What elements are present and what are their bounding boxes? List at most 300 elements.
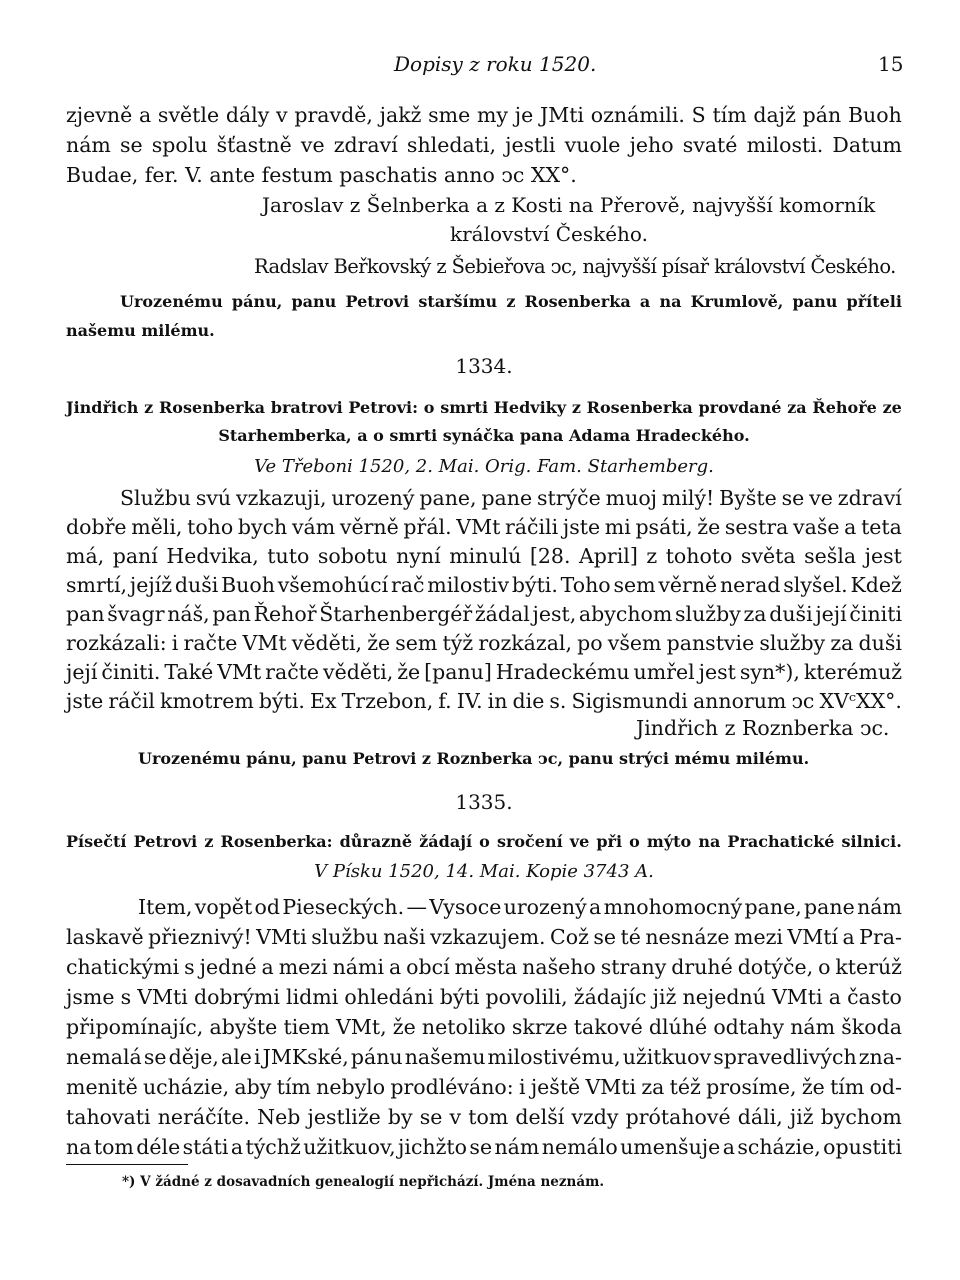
word: IV. — [456, 689, 483, 713]
word: shledati, — [406, 133, 496, 157]
word: milosti. — [746, 133, 824, 157]
text-line — [66, 1012, 902, 1042]
signature-jaroslav-cont: království Českého. — [450, 222, 648, 246]
word: činiti. — [101, 660, 161, 684]
word: od — [254, 895, 280, 919]
word: prótahové — [625, 1105, 731, 1129]
word: pánu — [350, 1045, 403, 1069]
word: lidmi — [286, 985, 339, 1009]
word: mi — [604, 515, 631, 539]
word: vuole — [564, 133, 621, 157]
word: a — [230, 1135, 244, 1159]
word: by — [387, 1105, 413, 1129]
letter-number: 1334. — [455, 354, 513, 378]
word: delší — [515, 1105, 565, 1129]
word: přál. — [403, 515, 452, 539]
word: nám — [857, 895, 902, 919]
word: die — [512, 689, 545, 713]
word: vaše — [793, 515, 840, 539]
word: se — [120, 133, 143, 157]
word: mnohomocný — [603, 895, 743, 919]
word: že — [392, 1015, 416, 1039]
word: teta — [861, 515, 902, 539]
word: Item, — [138, 895, 193, 919]
word: VMti — [771, 985, 823, 1009]
word: laskavě — [66, 925, 144, 949]
word: jest — [864, 544, 902, 568]
word: nerad — [719, 573, 781, 597]
word: jsme — [66, 985, 115, 1009]
word: f. — [438, 689, 452, 713]
word: duši — [769, 602, 813, 626]
word: povolili, — [485, 985, 568, 1009]
word: nejednú — [682, 985, 766, 1009]
word: Hedviky — [493, 398, 567, 417]
word: spolu — [151, 133, 208, 157]
word: světa — [740, 544, 796, 568]
word: Rosenberka — [586, 398, 693, 417]
word: Kdež — [850, 573, 902, 597]
word: [panu] — [424, 660, 492, 684]
text-line — [66, 686, 902, 716]
word: a — [261, 955, 274, 979]
word: Také — [164, 660, 214, 684]
word: Pra- — [859, 925, 902, 949]
word: za — [641, 1075, 665, 1099]
word: též — [669, 1075, 701, 1099]
word: pán — [802, 103, 842, 127]
word: rozkázal, — [478, 631, 572, 655]
word: Petrovi — [345, 292, 410, 311]
letter-summary — [66, 393, 902, 423]
word: věrně — [339, 515, 399, 539]
word: ráčili — [505, 515, 559, 539]
word: neráčíte. — [157, 1105, 251, 1129]
word: nesnáze — [645, 925, 730, 949]
signature-jaroslav: Jaroslav z Šelnberka a z Kosti na Přerově, najvyšší komorník — [262, 193, 876, 217]
word: službu — [311, 925, 379, 949]
word: tom — [93, 1135, 134, 1159]
text-line: Budae, fer. V. ante festum paschatis anno ↄc XX°. — [66, 163, 577, 187]
word: týž — [442, 631, 474, 655]
word: našeho — [522, 955, 596, 979]
word: VMti — [137, 985, 188, 1009]
word: nám — [790, 1015, 836, 1039]
word: jestli — [505, 133, 556, 157]
word: náš, — [167, 602, 210, 626]
text-line — [66, 599, 902, 629]
word: [28. — [529, 544, 571, 568]
word: pane — [481, 486, 533, 510]
word: ráčil — [108, 689, 155, 713]
word: a — [842, 925, 855, 949]
word: švagr — [107, 602, 165, 626]
word: o — [423, 398, 435, 417]
word: tuto — [267, 544, 310, 568]
word: Což — [550, 925, 589, 949]
word: se — [143, 1045, 167, 1069]
word: my — [476, 103, 509, 127]
word: annorum — [692, 689, 787, 713]
word: a — [828, 985, 841, 1009]
word: VMti — [256, 925, 307, 949]
word: jste — [66, 689, 104, 713]
word: in — [487, 689, 508, 713]
word: dáli, — [737, 1105, 783, 1129]
word: ucházie, — [142, 1075, 230, 1099]
footnote: *) V žádné z dosavadních genealogií nepřichází. Jména neznám. — [122, 1174, 605, 1190]
word: Petrovi — [133, 832, 198, 851]
signature-radslav: Radslav Beřkovský z Šebieřova ↄc, najvyšší písař království Českého. — [254, 255, 896, 278]
word: tom — [468, 1105, 509, 1129]
word: mezi — [734, 925, 783, 949]
word: všem — [607, 631, 662, 655]
word: strýče — [537, 486, 601, 510]
word: a — [589, 895, 602, 919]
word: se — [781, 486, 805, 510]
text-line — [66, 1132, 902, 1162]
word: XVᶜXX°. — [819, 689, 902, 713]
word: a — [388, 955, 402, 979]
word: její — [815, 602, 847, 626]
text-line — [66, 512, 902, 542]
word: smrti — [440, 398, 489, 417]
word: nám — [66, 133, 111, 157]
word: měli, — [131, 515, 183, 539]
word: že — [397, 660, 421, 684]
word: věrně — [658, 573, 718, 597]
word: užitkuov — [622, 1045, 712, 1069]
word: paní — [112, 544, 158, 568]
word: vopět — [194, 895, 253, 919]
word: všemohúcí — [277, 573, 389, 597]
text-line — [66, 1042, 902, 1072]
word: té — [620, 925, 641, 949]
word: jest, — [532, 602, 577, 626]
address-line — [120, 287, 902, 317]
text-line — [66, 628, 902, 658]
address-line: Urozenému pánu, panu Petrovi z Roznberka ↄc, panu strýci mému milému. — [138, 749, 810, 768]
word: toho — [187, 515, 234, 539]
word: panu — [792, 292, 838, 311]
word: bych — [237, 515, 288, 539]
word: VMt — [217, 660, 262, 684]
word: Sigismundi — [571, 689, 688, 713]
letter-summary-cont: Starhemberka, a o smrti synáčka pana Adama Hradeckého. — [218, 426, 750, 445]
word: a — [722, 1135, 735, 1159]
word: ve — [300, 133, 325, 157]
word: připomínajíc, — [66, 1015, 204, 1039]
word: VMtí — [787, 925, 838, 949]
text-line — [66, 982, 902, 1012]
word: déle — [136, 1135, 181, 1159]
word: při — [596, 832, 623, 851]
word: od- — [869, 1075, 902, 1099]
word: žádajíc — [573, 985, 647, 1009]
word: ohledáni — [344, 985, 434, 1009]
word: přieznivý! — [148, 925, 252, 949]
word: věděti, — [322, 660, 394, 684]
word: VMti — [585, 1075, 637, 1099]
word: na — [66, 1135, 92, 1159]
text-line — [66, 570, 902, 600]
word: umenšuje — [620, 1135, 721, 1159]
word: s. — [549, 689, 567, 713]
word: milostivému, — [487, 1045, 621, 1069]
word: že — [367, 631, 391, 655]
word: zdraví — [837, 486, 902, 510]
word: Prachatické — [727, 832, 835, 851]
word: o — [629, 832, 640, 851]
word: chatickými — [66, 955, 180, 979]
word: psáti, — [635, 515, 693, 539]
word: Písečtí — [66, 832, 127, 851]
word: světle — [157, 103, 220, 127]
word: druhé — [671, 955, 733, 979]
word: nebylo — [316, 1075, 386, 1099]
running-title: Dopisy z roku 1520. — [394, 52, 597, 76]
word: JMti — [539, 103, 584, 127]
word: pan — [66, 602, 105, 626]
word: umřel — [633, 660, 695, 684]
word: ještě — [530, 1075, 581, 1099]
word: nemálo — [541, 1135, 618, 1159]
word: ze — [882, 398, 902, 417]
word: mýto — [646, 832, 692, 851]
word: tím — [712, 103, 747, 127]
word: jestliže — [307, 1105, 381, 1129]
word: duši — [174, 573, 219, 597]
word: dobrými — [193, 985, 280, 1009]
word: na — [659, 292, 682, 311]
word: svú — [195, 486, 232, 510]
word: Rosenberka: — [220, 832, 333, 851]
word: Buoh — [221, 573, 275, 597]
word: na — [698, 832, 721, 851]
word: se — [419, 1105, 443, 1129]
word: býti. — [511, 573, 558, 597]
word: JMKské, — [262, 1045, 349, 1069]
word: Buoh — [847, 103, 902, 127]
word: nyní — [396, 544, 441, 568]
word: Rosenberka — [524, 292, 631, 311]
word: ↄc — [791, 689, 815, 713]
word: Rosenberka — [158, 398, 266, 417]
word: města — [454, 955, 518, 979]
word: příteli — [846, 292, 902, 311]
word: nám — [494, 1135, 540, 1159]
word: VMt — [456, 515, 501, 539]
word: tohoto — [665, 544, 733, 568]
word: Urozenému — [120, 292, 223, 311]
word: kmotrem — [160, 689, 254, 713]
word: z — [571, 398, 581, 417]
word: dlúhé — [648, 1015, 708, 1039]
word: takové — [573, 1015, 643, 1039]
text-line — [66, 1072, 902, 1102]
word: užitkuov, — [303, 1135, 396, 1159]
word: jste — [562, 515, 601, 539]
word: ve — [809, 486, 833, 510]
word: činiti — [849, 602, 902, 626]
word: jedné — [199, 955, 257, 979]
word: panu — [291, 292, 337, 311]
word: sročení — [496, 832, 563, 851]
word: za — [743, 602, 767, 626]
word: račte — [265, 660, 320, 684]
word: i — [254, 1045, 261, 1069]
word: pane, — [419, 486, 477, 510]
page-number: 15 — [878, 52, 904, 76]
word: S — [691, 103, 706, 127]
word: zdraví — [333, 133, 398, 157]
word: naši — [383, 925, 426, 949]
word: nemalá — [66, 1045, 142, 1069]
word: z — [646, 544, 658, 568]
word: opustiti — [823, 1135, 902, 1159]
word: kterúž — [835, 955, 902, 979]
word: pan — [212, 602, 251, 626]
word: staršímu — [418, 292, 498, 311]
word: dobře — [66, 515, 127, 539]
word: Řehoře — [812, 398, 877, 417]
word: dotýče, — [737, 955, 814, 979]
word: tiem — [283, 1015, 330, 1039]
word: urozený — [331, 486, 415, 510]
word: po — [577, 631, 603, 655]
word: odtahy — [713, 1015, 785, 1039]
word: vzkazuji, — [236, 486, 327, 510]
word: a — [844, 515, 857, 539]
word: za — [787, 398, 807, 417]
word: Hedvika, — [166, 544, 259, 568]
word: zna- — [858, 1045, 902, 1069]
word: s — [184, 955, 195, 979]
word: kterémuž — [803, 660, 902, 684]
signature-jindrich: Jindřich z Roznberka ↄc. — [636, 716, 890, 740]
word: panstvie — [666, 631, 755, 655]
word: Datum — [832, 133, 902, 157]
letter-summary — [66, 827, 902, 857]
word: jeho — [629, 133, 674, 157]
word: provdané — [698, 398, 782, 417]
word: prosíme, — [706, 1075, 797, 1099]
word: šťastně — [216, 133, 292, 157]
word: Petrovi: — [348, 398, 418, 417]
word: důrazně — [339, 832, 413, 851]
word: o — [479, 832, 490, 851]
word: v — [449, 1105, 462, 1129]
word: minulú — [449, 544, 522, 568]
word: netoliko — [421, 1015, 506, 1039]
text-line — [66, 130, 902, 160]
word: týchž — [245, 1135, 301, 1159]
word: s — [120, 985, 132, 1009]
word: rozkázali: — [66, 631, 167, 655]
word: oznámili. — [590, 103, 685, 127]
word: skrze — [511, 1015, 568, 1039]
word: býti — [439, 985, 480, 1009]
word: bychom — [820, 1105, 902, 1129]
word: Krumlově, — [690, 292, 784, 311]
word: a — [138, 103, 152, 127]
word: již — [652, 985, 677, 1009]
word: milý! — [661, 486, 715, 510]
word: abyšte — [209, 1015, 278, 1039]
word: pánu, — [231, 292, 283, 311]
word: Trzebon, — [341, 689, 434, 713]
word: jichžto — [398, 1135, 468, 1159]
word: abychom — [578, 602, 673, 626]
word: spravedlivých — [713, 1045, 857, 1069]
word: tím — [830, 1075, 865, 1099]
text-line — [66, 541, 902, 571]
word: strany — [600, 955, 667, 979]
word: její — [66, 660, 98, 684]
word: o — [818, 955, 831, 979]
word: Jindřich — [66, 398, 139, 417]
word: a — [639, 292, 651, 311]
text-line — [138, 892, 902, 922]
word: pane, — [744, 895, 802, 919]
word: námi — [332, 955, 385, 979]
word: jest — [698, 660, 736, 684]
word: často — [847, 985, 902, 1009]
word: i — [171, 631, 179, 655]
word: slyšel. — [783, 573, 848, 597]
word: ale — [220, 1045, 252, 1069]
word: sem — [613, 573, 656, 597]
word: VMt — [242, 631, 287, 655]
text-line — [66, 100, 902, 130]
word: muoj — [605, 486, 658, 510]
word: má, — [66, 544, 105, 568]
word: sestra — [724, 515, 789, 539]
word: račte — [183, 631, 238, 655]
word: že — [801, 1075, 825, 1099]
word: mezi — [278, 955, 328, 979]
word: služby — [759, 631, 826, 655]
word: vzkazujem. — [430, 925, 546, 949]
word: duši — [858, 631, 902, 655]
word: VMt, — [336, 1015, 387, 1039]
word: sem — [395, 631, 438, 655]
word: smrtí, — [66, 573, 128, 597]
word: dajž — [753, 103, 796, 127]
word: v — [276, 103, 288, 127]
word: scházie, — [737, 1135, 821, 1159]
word: že — [697, 515, 721, 539]
word: vám — [291, 515, 336, 539]
word: svaté — [682, 133, 738, 157]
word: z — [506, 292, 516, 311]
word: Vysoce — [429, 895, 502, 919]
letter-source: Ve Třeboni 1520, 2. Mai. Orig. Fam. Starhemberg. — [254, 456, 714, 477]
word: děje, — [168, 1045, 219, 1069]
footnote-rule — [66, 1164, 188, 1165]
word: vzdy — [571, 1105, 619, 1129]
word: Byšte — [719, 486, 777, 510]
letter-source: V Písku 1520, 14. Mai. Kopie 3743 A. — [314, 861, 654, 882]
text-line — [66, 952, 902, 982]
word: i — [518, 1075, 526, 1099]
word: jakž — [379, 103, 422, 127]
word: Pieseckých. — [282, 895, 405, 919]
word: Hradeckému — [495, 660, 630, 684]
word: věděti, — [291, 631, 363, 655]
word: aby — [234, 1075, 272, 1099]
text-line — [120, 483, 902, 513]
